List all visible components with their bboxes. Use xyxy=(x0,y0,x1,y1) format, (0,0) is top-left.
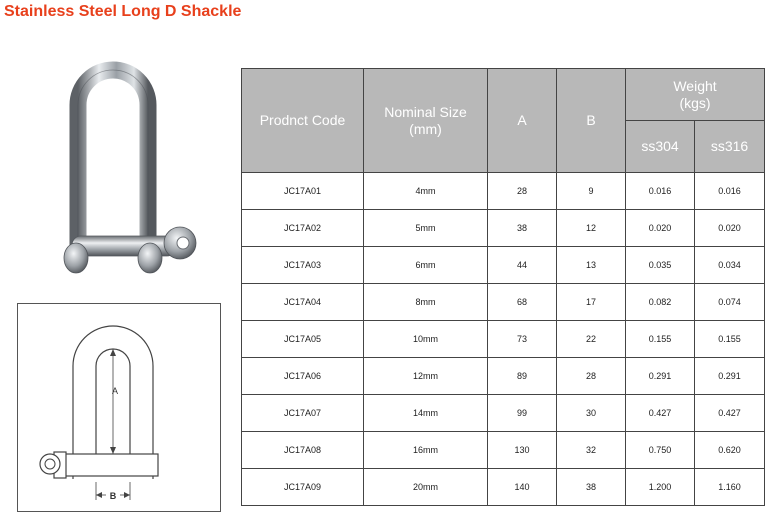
cell-ss304: 0.016 xyxy=(626,173,695,210)
cell-a: 99 xyxy=(488,395,557,432)
cell-b: 17 xyxy=(557,284,626,321)
cell-ss304: 0.020 xyxy=(626,210,695,247)
table-row xyxy=(242,210,765,247)
cell-ss304: 0.291 xyxy=(626,358,695,395)
cell-size: 12mm xyxy=(364,358,488,395)
cell-b: 12 xyxy=(557,210,626,247)
cell-size: 14mm xyxy=(364,395,488,432)
header-ss316: ss316 xyxy=(695,121,765,173)
cell-a: 89 xyxy=(488,358,557,395)
header-a: A xyxy=(488,69,557,173)
cell-ss316: 0.020 xyxy=(695,210,765,247)
cell-a: 38 xyxy=(488,210,557,247)
cell-b: 13 xyxy=(557,247,626,284)
cell-ss304: 0.082 xyxy=(626,284,695,321)
cell-code: JC17A04 xyxy=(242,284,364,321)
page-title: Stainless Steel Long D Shackle xyxy=(4,3,242,20)
cell-b: 22 xyxy=(557,321,626,358)
cell-a: 44 xyxy=(488,247,557,284)
cell-code: JC17A09 xyxy=(242,469,364,506)
table-row xyxy=(242,432,765,469)
cell-size: 8mm xyxy=(364,284,488,321)
cell-b: 28 xyxy=(557,358,626,395)
cell-code: JC17A06 xyxy=(242,358,364,395)
cell-a: 130 xyxy=(488,432,557,469)
cell-size: 4mm xyxy=(364,173,488,210)
cell-size: 6mm xyxy=(364,247,488,284)
diagram-label-b: B xyxy=(109,491,117,501)
cell-a: 68 xyxy=(488,284,557,321)
header-product-code: Prodnct Code xyxy=(242,69,364,173)
cell-code: JC17A07 xyxy=(242,395,364,432)
header-b: B xyxy=(557,69,626,173)
table-row xyxy=(242,469,765,506)
cell-code: JC17A01 xyxy=(242,173,364,210)
cell-ss304: 0.427 xyxy=(626,395,695,432)
cell-b: 30 xyxy=(557,395,626,432)
cell-ss316: 0.427 xyxy=(695,395,765,432)
cell-b: 9 xyxy=(557,173,626,210)
table-row xyxy=(242,395,765,432)
cell-b: 38 xyxy=(557,469,626,506)
cell-a: 140 xyxy=(488,469,557,506)
cell-ss304: 0.035 xyxy=(626,247,695,284)
cell-ss316: 0.620 xyxy=(695,432,765,469)
table-row xyxy=(242,173,765,210)
table-row xyxy=(242,321,765,358)
cell-ss316: 0.074 xyxy=(695,284,765,321)
table-row xyxy=(242,247,765,284)
cell-ss316: 0.034 xyxy=(695,247,765,284)
cell-b: 32 xyxy=(557,432,626,469)
cell-size: 20mm xyxy=(364,469,488,506)
cell-ss316: 0.291 xyxy=(695,358,765,395)
cell-code: JC17A08 xyxy=(242,432,364,469)
header-ss304: ss304 xyxy=(626,121,695,173)
cell-code: JC17A03 xyxy=(242,247,364,284)
shackle-photo xyxy=(50,50,220,290)
cell-ss304: 0.750 xyxy=(626,432,695,469)
cell-code: JC17A02 xyxy=(242,210,364,247)
cell-code: JC17A05 xyxy=(242,321,364,358)
diagram-label-a: A xyxy=(111,386,119,396)
dimension-diagram xyxy=(17,303,221,512)
cell-ss316: 1.160 xyxy=(695,469,765,506)
cell-ss316: 0.155 xyxy=(695,321,765,358)
cell-ss304: 1.200 xyxy=(626,469,695,506)
spec-table xyxy=(241,68,765,506)
header-weight: Weight (kgs) xyxy=(626,69,765,121)
cell-size: 16mm xyxy=(364,432,488,469)
cell-ss316: 0.016 xyxy=(695,173,765,210)
cell-ss304: 0.155 xyxy=(626,321,695,358)
cell-size: 10mm xyxy=(364,321,488,358)
table-row xyxy=(242,284,765,321)
table-row xyxy=(242,358,765,395)
cell-a: 73 xyxy=(488,321,557,358)
header-nominal-size: Nominal Size (mm) xyxy=(364,69,488,173)
cell-a: 28 xyxy=(488,173,557,210)
cell-size: 5mm xyxy=(364,210,488,247)
